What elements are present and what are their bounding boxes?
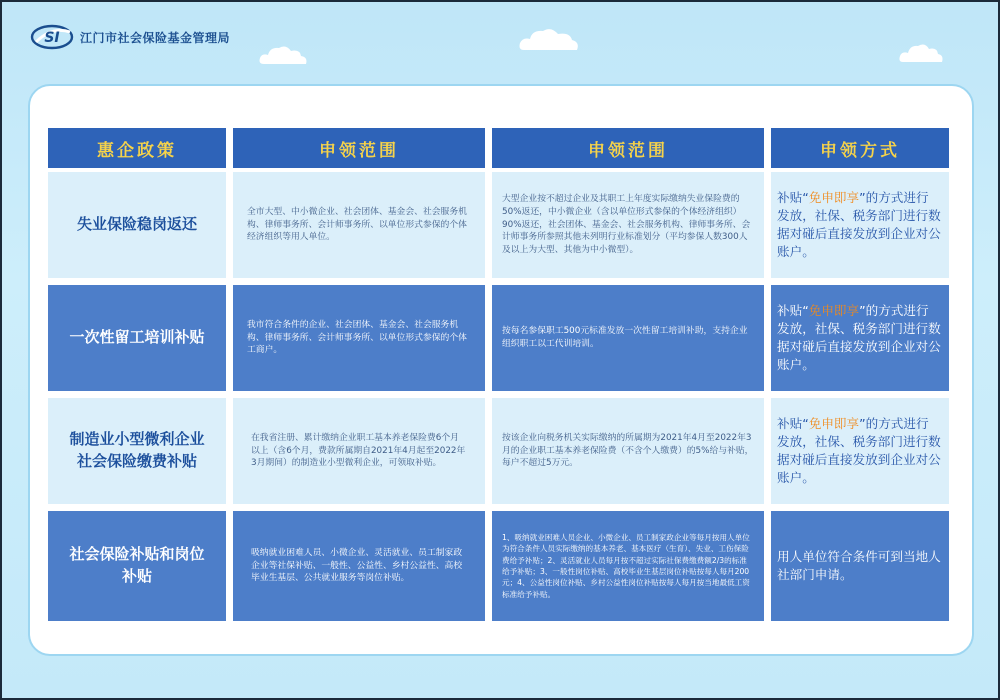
method-text: 补贴“免申即享”的方式进行发放，社保、税务部门进行数据对碰后直接发放到企业对公账户。 xyxy=(777,415,941,486)
table-row-1-policy xyxy=(48,172,226,278)
header-policy: 惠企政策 xyxy=(48,128,226,168)
org-name: 江门市社会保险基金管理局 xyxy=(80,30,231,45)
cloud-decoration xyxy=(898,42,944,64)
header-scope: 申领范围 xyxy=(233,128,485,168)
highlight-free-apply: 免申即享 xyxy=(808,302,860,318)
table-row-4-policy xyxy=(48,511,226,621)
highlight-free-apply: 免申即享 xyxy=(808,189,860,205)
table-row-2-standard xyxy=(492,285,764,391)
method-text: 补贴“免申即享”的方式进行发放，社保、税务部门进行数据对碰后直接发放到企业对公账户。 xyxy=(777,189,941,260)
policy-name: 社会保险补贴和岗位 补贴 xyxy=(69,545,205,585)
table-row-3-scope xyxy=(233,398,485,504)
table-row-2-policy xyxy=(48,285,226,391)
header-method: 申领方式 xyxy=(771,128,949,168)
table-row-1-standard xyxy=(492,172,764,278)
standard-text: 按该企业向税务机关实际缴纳的所属期为2021年4月至2022年3月的企业职工基本养老保险费（不含个人缴费）的5%给与补贴，每户不超过5万元。 xyxy=(502,432,754,469)
si-logo-icon xyxy=(30,24,74,50)
standard-text: 按每名参保职工500元标准发放一次性留工培训补助，支持企业组织职工以工代训培训。 xyxy=(502,326,748,349)
table-row-3-method xyxy=(771,398,949,504)
logo-text: SI xyxy=(44,30,60,46)
highlight-free-apply: 免申即享 xyxy=(808,415,860,431)
table-row-3-policy xyxy=(48,398,226,504)
scope-text: 我市符合条件的企业、社会团体、基金会、社会服务机构、律师事务所、会计师事务所、以单位形式参保的个体工商户。 xyxy=(247,319,467,356)
table-row-4-standard xyxy=(492,511,764,621)
cloud-decoration xyxy=(258,44,308,66)
method-text: 用人单位符合条件可到当地人社部门申请。 xyxy=(777,548,941,582)
table-row-4-method xyxy=(771,511,949,621)
scope-text: 吸纳就业困难人员、小微企业、灵活就业、员工制家政企业等社保补贴、一般性、公益性、乡村公益性、高校毕业生基层、公共就业服务等岗位补贴。 xyxy=(251,547,463,584)
table-row-2-method xyxy=(771,285,949,391)
scope-text: 在我省注册、累计缴纳企业职工基本养老保险费6个月以上（含6个月，费款所属期自2021年4月起至2022年3月期间）的制造业小型微利企业，可领取补贴。 xyxy=(251,432,466,469)
header-standard: 申领范围 xyxy=(492,128,764,168)
table-row-3-standard xyxy=(492,398,764,504)
table-row-2-scope xyxy=(233,285,485,391)
table-row-1-scope xyxy=(233,172,485,278)
policy-name: 一次性留工培训补贴 xyxy=(69,328,205,347)
header xyxy=(30,22,230,52)
table-row-4-scope xyxy=(233,511,485,621)
method-text: 补贴“免申即享”的方式进行发放，社保、税务部门进行数据对碰后直接发放到企业对公账户。 xyxy=(777,302,941,373)
policy-name: 失业保险稳岗返还 xyxy=(76,215,197,234)
standard-text: 1、吸纳就业困难人员企业、小微企业、员工制家政企业等每月按用人单位为符合条件人员实际缴纳的基本养老、基本医疗（生育）、失业、工伤保险费给予补贴；2、灵活就业人员每月按不超过实际社保费缴费额2/3的标准给予补贴；3、一般性岗位补贴、高校毕业生基层岗位补贴按每人每月200元；4、公益性岗位补贴、乡村公益性岗位补贴按每人每月按当地最低工资标准给予补贴。 xyxy=(502,532,750,599)
policy-name: 制造业小型微利企业 社会保险缴费补贴 xyxy=(69,430,205,470)
scope-text: 全市大型、中小微企业、社会团体、基金会、社会服务机构、律师事务所、会计师事务所、以单位形式参保的个体经济组织等用人单位。 xyxy=(247,206,467,243)
table-row-1-method xyxy=(771,172,949,278)
cloud-decoration xyxy=(518,26,580,52)
standard-text: 大型企业按不超过企业及其职工上年度实际缴纳失业保险费的50%返还，中小微企业（含以单位形式参保的个体经济组织）90%返还，社会团体、基金会、社会服务机构、律师事务所、会计师事务所参照其他未列明行业标准划分（平均参保人数300人及以上为大型、其他为中小微型）。 xyxy=(502,194,751,256)
